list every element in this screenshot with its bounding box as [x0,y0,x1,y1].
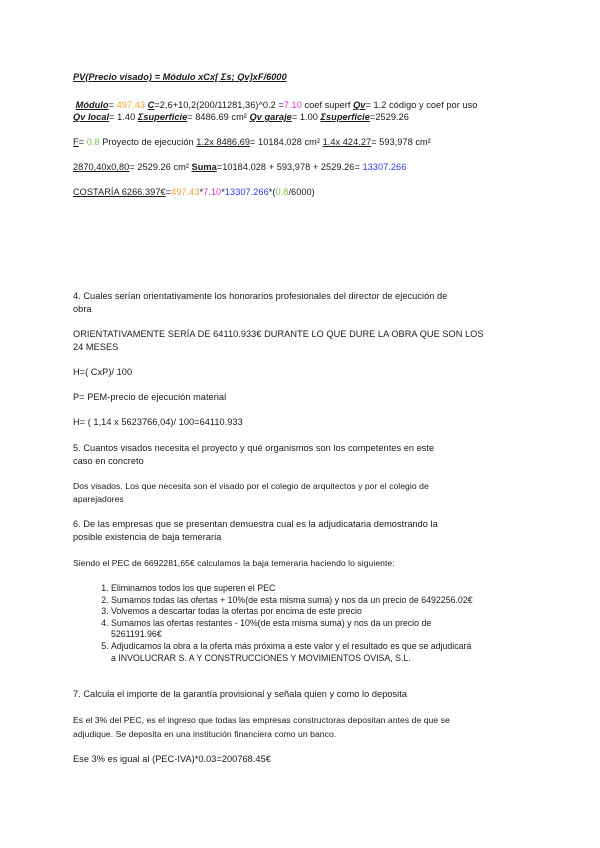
question-4: 4. Cuales serían orientativamente los honorarios profesionales del director de ejecución de [73,291,448,301]
line-costaria: COSTARÍA 6266.397€=497.43*7.10*13307.266*(0.8/6000) [73,187,315,197]
answer-5-cont: aparejadores [73,494,124,504]
formula-h: H=( CxP)/ 100 [73,367,133,377]
question-5: 5. Cuantos visados necesita el proyecto y qué organismos son los competentes en este [73,443,435,453]
list-item: 3. Volvemos a descartar todas la ofertas por encima de este precio [111,606,571,618]
answer-6: Siendo el PEC de 6692281,65€ calculamos la baja temeraria haciendo lo siguiente: [73,558,395,568]
answer-7-result: Ese 3% es igual al (PEC-IVA)*0.03=200768.45€ [73,754,271,764]
answer-5: Dos visados. Los que necesita son el visado por el colegio de arquitectos y por el colegio de [73,481,429,491]
list-item: 4. Sumamos las ofertas restantes - 10%(de esta misma suma) y nos da un precio de 5261191.96€ [111,618,571,641]
answer-7: Es el 3% del PEC, es el ingreso que todas las empresas constructoras depositan antes de que se [73,715,450,725]
answer-4: ORIENTATIVAMENTE SERÍA DE 64110.933€ DURANTE LO QUE DURE LA OBRA QUE SON LOS [73,329,484,339]
list-item: 2. Sumamos todas las ofertas + 10%(de esta misma suma) y nos da un precio de 6492256.02€ [111,595,571,607]
line-suma: 2870,40x0,80= 2529.26 cm² Suma=10184.028 + 593,978 + 2529.26= 13307.266 [73,162,407,172]
list-item: 1. Eliminamos todos los que superen el PEC [111,583,571,595]
question-4-cont: obra [73,304,92,314]
formula-title: PV(Precio visado) = Módulo xCx[ Σs; Qv]xF/6000 [73,72,287,82]
list-item: 5. Adjudicamos la obra a la oferta más próxima a este valor y el resultado es que se adjudicará a INVOLUCRAR S. A Y CONSTRUCCIONES Y MOVIMIENTOS OVISA, S.L. [111,641,571,664]
question-5-cont: caso en concreto [73,456,144,466]
formula-p: P= PEM-precio de ejecución material [73,392,227,402]
question-6: 6. De las empresas que se presentan demuestra cual es la adjudicataria demostrando la [73,519,438,529]
answer-4-cont: 24 MESES [73,342,119,352]
answer-7-cont: adjudique. Se deposita en una institución financiera como un banco. [73,729,337,739]
steps-list [91,583,571,664]
line-factor: F= 0.8 Proyecto de ejecución 1.2x 8486.69= 10184.028 cm² 1.4x 424.27= 593,978 cm² [73,137,431,147]
line-qv-local: Qv local= 1.40 Σsuperficie= 8486.69 cm² Qv garaje= 1.00 Σsuperficie=2529.26 [73,112,409,122]
line-modulo: Módulo= 497.43 C=2,6+10,2(200/11281,36)^0.2 =7.10 coef superf Qv= 1.2 código y coef por uso [75,100,478,110]
question-7: 7. Calcula el importe de la garantía provisional y señala quien y como lo deposita [73,689,408,699]
question-6-cont: posible existencia de baja temeraria [73,532,222,542]
formula-h-result: H= ( 1,14 x 5623766,04)/ 100=64110.933 [73,417,243,427]
